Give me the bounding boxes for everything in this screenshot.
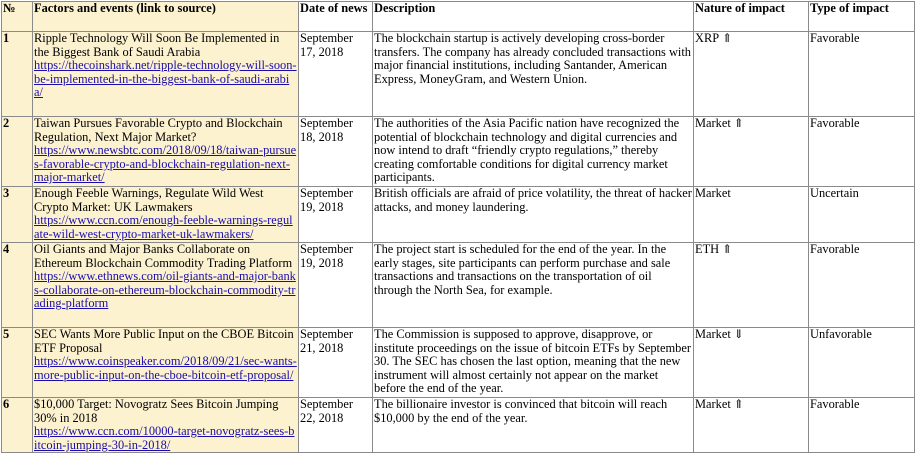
- factor-cell: [33, 117, 299, 187]
- factor-title: Oil Giants and Major Banks Collaborate on Ethereum Blockchain Commodity Trading Platform: [34, 242, 293, 270]
- row-number: 4: [2, 243, 33, 328]
- source-link[interactable]: https://www.ccn.com/10000-target-novogratz-sees-bitcoin-jumping-30-in-2018/: [34, 424, 295, 452]
- nature-label: Market: [695, 116, 731, 130]
- source-link[interactable]: https://www.ccn.com/enough-feeble-warnings-regulate-wild-west-crypto-market-uk-lawmakers/: [34, 213, 293, 241]
- news-date: September 19, 2018: [299, 243, 373, 328]
- nature-label: Market: [695, 186, 731, 200]
- row-number: 5: [2, 328, 33, 398]
- factor-cell: [33, 187, 299, 243]
- header-date: Date of news: [299, 2, 373, 32]
- row-number: 6: [2, 398, 33, 453]
- impact-type: Uncertain: [809, 187, 915, 243]
- description: The billionaire investor is convinced that bitcoin will reach $10,000 by the end of the year.: [373, 398, 694, 453]
- description: The project start is scheduled for the end of the year. In the early stages, site participants can perform purchase and sale transactions and transactions on the transportation of oil through the North Sea, for example.: [373, 243, 694, 328]
- table-row: [2, 187, 915, 243]
- factor-title: $10,000 Target: Novogratz Sees Bitcoin Jumping 30% in 2018: [34, 397, 279, 425]
- up-arrow-icon: ⇑: [733, 116, 744, 130]
- impact-type: Favorable: [809, 398, 915, 453]
- up-arrow-icon: ⇑: [722, 31, 733, 45]
- news-date: September 17, 2018: [299, 32, 373, 117]
- factor-cell: [33, 32, 299, 117]
- nature-label: Market: [695, 327, 731, 341]
- source-link[interactable]: https://www.newsbtc.com/2018/09/18/taiwan-pursues-favorable-crypto-and-blockchain-regulation-next-major-market/: [34, 143, 297, 185]
- description: British officials are afraid of price volatility, the threat of hacker attacks, and money laundering.: [373, 187, 694, 243]
- source-link[interactable]: https://thecoinshark.net/ripple-technology-will-soon-be-implemented-in-the-biggest-bank-of-saudi-arabia/: [34, 58, 297, 100]
- table-row: [2, 117, 915, 187]
- row-number: 1: [2, 32, 33, 117]
- header-nature: Nature of impact: [694, 2, 809, 32]
- factor-cell: [33, 243, 299, 328]
- down-arrow-icon: ⇓: [733, 327, 744, 341]
- factor-title: Ripple Technology Will Soon Be Implemented in the Biggest Bank of Saudi Arabia: [34, 31, 280, 59]
- table-row: [2, 328, 915, 398]
- nature-label: XRP: [695, 31, 720, 45]
- nature-label: ETH: [695, 242, 720, 256]
- header-row: [2, 2, 915, 32]
- impact-type: Favorable: [809, 32, 915, 117]
- row-number: 2: [2, 117, 33, 187]
- table-row: [2, 32, 915, 117]
- factor-title: SEC Wants More Public Input on the CBOE Bitcoin ETF Proposal: [34, 327, 294, 355]
- header-description: Description: [373, 2, 694, 32]
- table-row: [2, 398, 915, 453]
- news-date: September 21, 2018: [299, 328, 373, 398]
- factor-title: Enough Feeble Warnings, Regulate Wild West Crypto Market: UK Lawmakers: [34, 186, 264, 214]
- news-date: September 18, 2018: [299, 117, 373, 187]
- source-link[interactable]: https://www.coinspeaker.com/2018/09/21/sec-wants-more-public-input-on-the-cboe-bitcoin-etf-proposal/: [34, 354, 297, 382]
- table-row: [2, 243, 915, 328]
- nature-cell: [694, 187, 809, 243]
- description: The blockchain startup is actively developing cross-border transfers. The company has already concluded transactions with major financial institutions, including Santander, American Express, MoneyGram, and Western Union.: [373, 32, 694, 117]
- description: The authorities of the Asia Pacific nation have recognized the potential of blockchain technology and digital currencies and now intend to draft “friendly crypto regulations,” thereby creating comfortable conditions for digital currency market participants.: [373, 117, 694, 187]
- news-date: September 19, 2018: [299, 187, 373, 243]
- source-link[interactable]: https://www.ethnews.com/oil-giants-and-major-banks-collaborate-on-ethereum-blockchain-commodity-trading-platform: [34, 269, 296, 311]
- up-arrow-icon: ⇑: [733, 397, 744, 411]
- impact-type: Unfavorable: [809, 328, 915, 398]
- factor-cell: [33, 398, 299, 453]
- header-factors: Factors and events (link to source): [33, 2, 299, 32]
- nature-cell: [694, 398, 809, 453]
- description: The Commission is supposed to approve, disapprove, or institute proceedings on the issue of bitcoin ETFs by September 30. The SEC has chosen the last option, meaning that the new instrument will almost certainly not appear on the market before the end of the year.: [373, 328, 694, 398]
- header-num: №: [2, 2, 33, 32]
- nature-cell: [694, 328, 809, 398]
- nature-cell: [694, 32, 809, 117]
- up-arrow-icon: ⇑: [722, 242, 733, 256]
- impact-type: Favorable: [809, 243, 915, 328]
- news-impact-table: [1, 1, 915, 453]
- nature-cell: [694, 243, 809, 328]
- nature-cell: [694, 117, 809, 187]
- header-type: Type of impact: [809, 2, 915, 32]
- impact-type: Favorable: [809, 117, 915, 187]
- row-number: 3: [2, 187, 33, 243]
- news-date: September 22, 2018: [299, 398, 373, 453]
- factor-cell: [33, 328, 299, 398]
- nature-label: Market: [695, 397, 731, 411]
- factor-title: Taiwan Pursues Favorable Crypto and Blockchain Regulation, Next Major Market?: [34, 116, 283, 144]
